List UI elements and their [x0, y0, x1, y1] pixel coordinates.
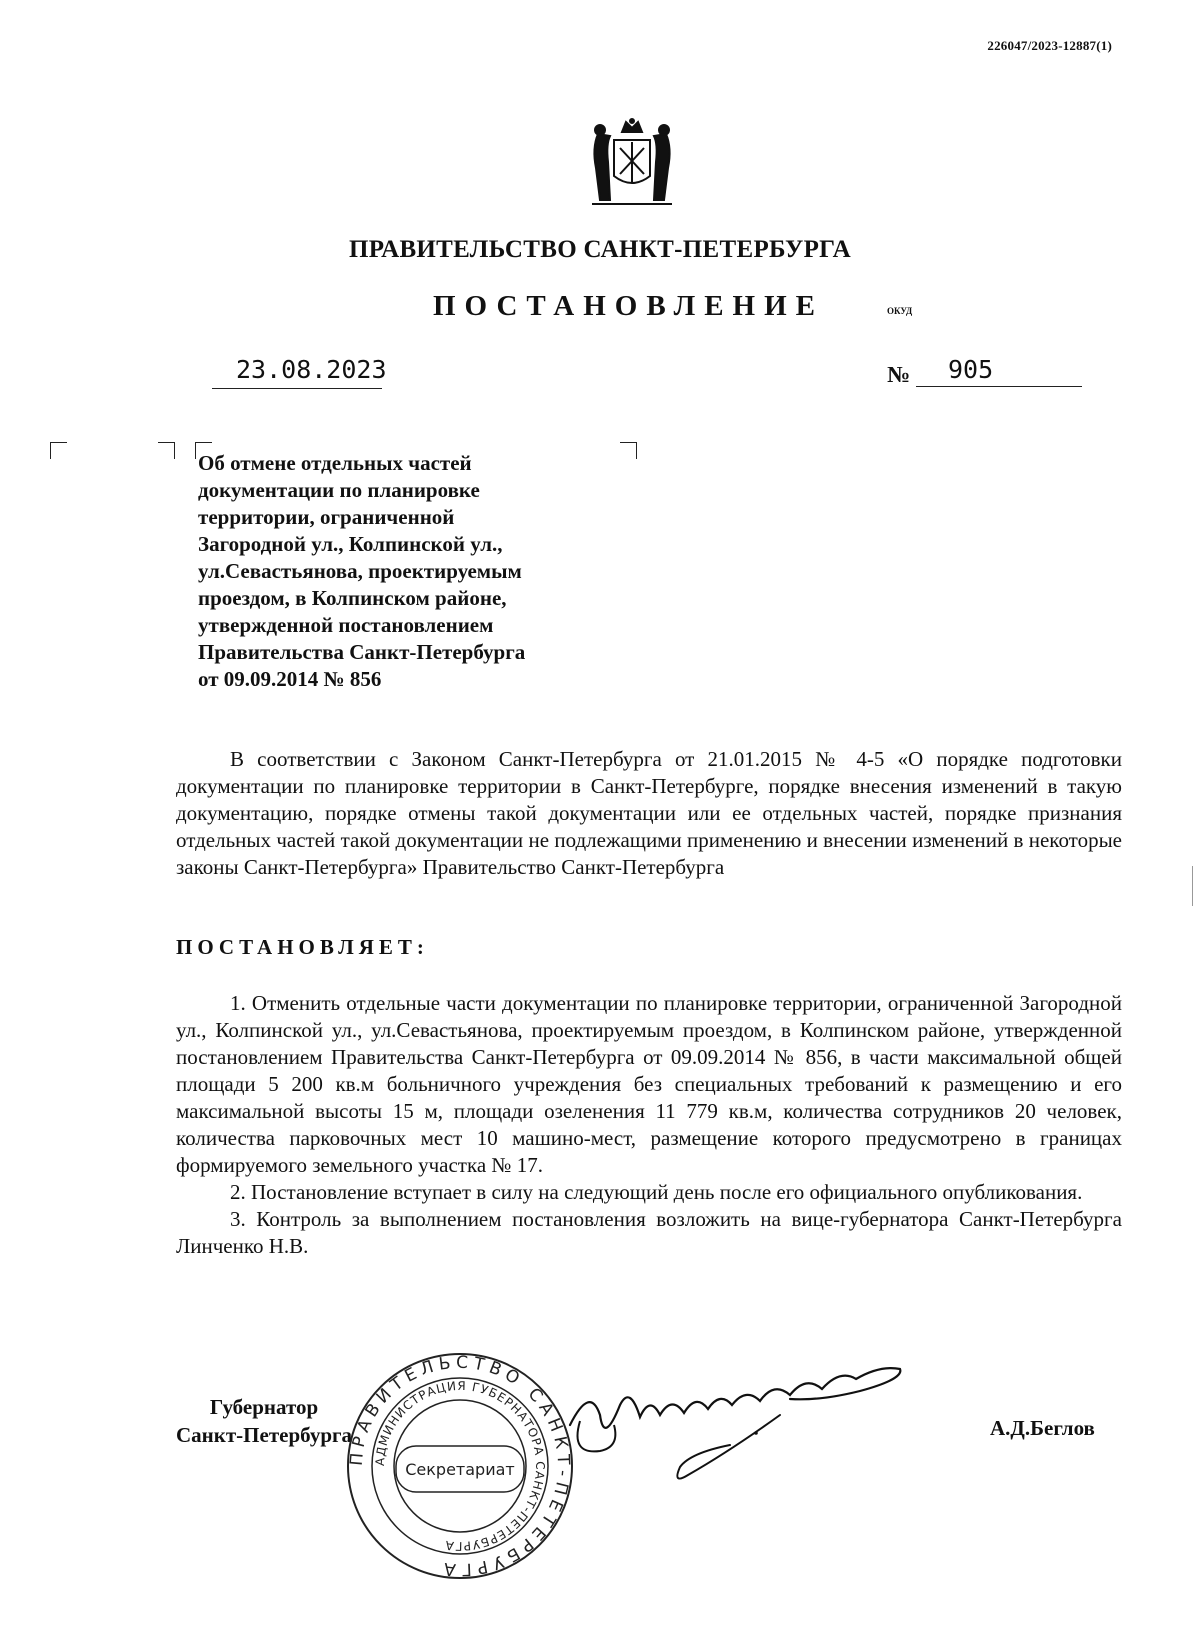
- preamble-section: [176, 746, 1122, 881]
- subject-line: от 09.09.2014 № 856: [198, 667, 382, 691]
- number-sign: №: [887, 362, 911, 387]
- document-date: 23.08.2023: [236, 355, 387, 384]
- coat-of-arms-icon: [584, 118, 680, 210]
- resolves-heading: ПОСТАНОВЛЯЕТ:: [176, 935, 429, 959]
- subject-line: ул.Севастьянова, проектируемым: [198, 559, 522, 583]
- subject-line: Загородной ул., Колпинской ул.,: [198, 532, 503, 556]
- margin-corner-mark: [50, 442, 67, 459]
- signatory-name: А.Д.Беглов: [990, 1416, 1095, 1440]
- subject-line: Об отмене отдельных частей: [198, 451, 472, 475]
- item-paragraph: 2. Постановление вступает в силу на следующий день после его официального опубликования.: [230, 1180, 1083, 1204]
- stamp-inner-text: АДМИНИСТРАЦИЯ ГУБЕРНАТОРА САНКТ-ПЕТЕРБУРГА: [372, 1378, 548, 1554]
- scan-edge-mark: [1192, 866, 1193, 906]
- subject-line: документации по планировке: [198, 478, 480, 502]
- item-paragraph: 3. Контроль за выполнением постановления возложить на вице-губернатора Санкт-Петербурга Линченко Н.В.: [176, 1207, 1122, 1258]
- margin-corner-mark: [158, 442, 175, 459]
- document-type-heading: ПОСТАНОВЛЕНИЕ: [433, 290, 825, 322]
- signatory-title-line: Санкт-Петербурга: [176, 1423, 353, 1447]
- okud-label: ОКУД: [887, 306, 913, 316]
- stamp-outer-text: ПРАВИТЕЛЬСТВО САНКТ-ПЕТЕРБУРГА: [346, 1352, 574, 1580]
- document-number: 905: [948, 355, 994, 384]
- operative-section: [176, 990, 1122, 1260]
- subject-line: проездом, в Колпинском районе,: [198, 586, 507, 610]
- subject-line: территории, ограниченной: [198, 505, 455, 529]
- date-underline: [212, 388, 382, 389]
- document-reference: 226047/2023-12887(1): [987, 38, 1112, 53]
- signatory-title-line: Губернатор: [209, 1395, 319, 1419]
- number-underline: [916, 386, 1082, 387]
- stamp-center-text: Секретариат: [405, 1460, 515, 1479]
- official-stamp: [344, 1350, 576, 1582]
- document-subject: [198, 450, 608, 693]
- subject-corner-mark: [620, 442, 637, 459]
- preamble-paragraph: В соответствии с Законом Санкт-Петербурга от 21.01.2015 № 4-5 «О порядке подготовки документации по планировке территории в Санкт-Петербурге, порядке внесения изменений в такую документацию, порядке отмены такой документации или ее отдельных частей, порядке признания отдельных частей такой документации не подлежащими применению и внесении изменений в некоторые законы Санкт-Петербурга» Правительство Санкт-Петербурга: [176, 747, 1122, 879]
- subject-line: утвержденной постановлением: [198, 613, 494, 637]
- signatory-title: [176, 1393, 352, 1449]
- government-heading: ПРАВИТЕЛЬСТВО САНКТ-ПЕТЕРБУРГА: [348, 236, 852, 263]
- item-paragraph: 1. Отменить отдельные части документации по планировке территории, ограниченной Загородной ул., Колпинской ул., ул.Севастьянова, проектируемым проездом, в Колпинском районе, утвержденной постановлением Правительства Санкт-Петербурга от 09.09.2014 № 856, в части максимальной общей площади 5 200 кв.м больничного учреждения без специальных требований к размещению и его максимальной высоты 15 м, площади озеленения 11 779 кв.м, количества сотрудников 20 человек, количества парковочных мест 10 машино-мест, размещение которого предусмотрено в границах формируемого земельного участка № 17.: [176, 991, 1122, 1177]
- subject-line: Правительства Санкт-Петербурга: [198, 640, 526, 664]
- handwritten-signature: [560, 1355, 910, 1485]
